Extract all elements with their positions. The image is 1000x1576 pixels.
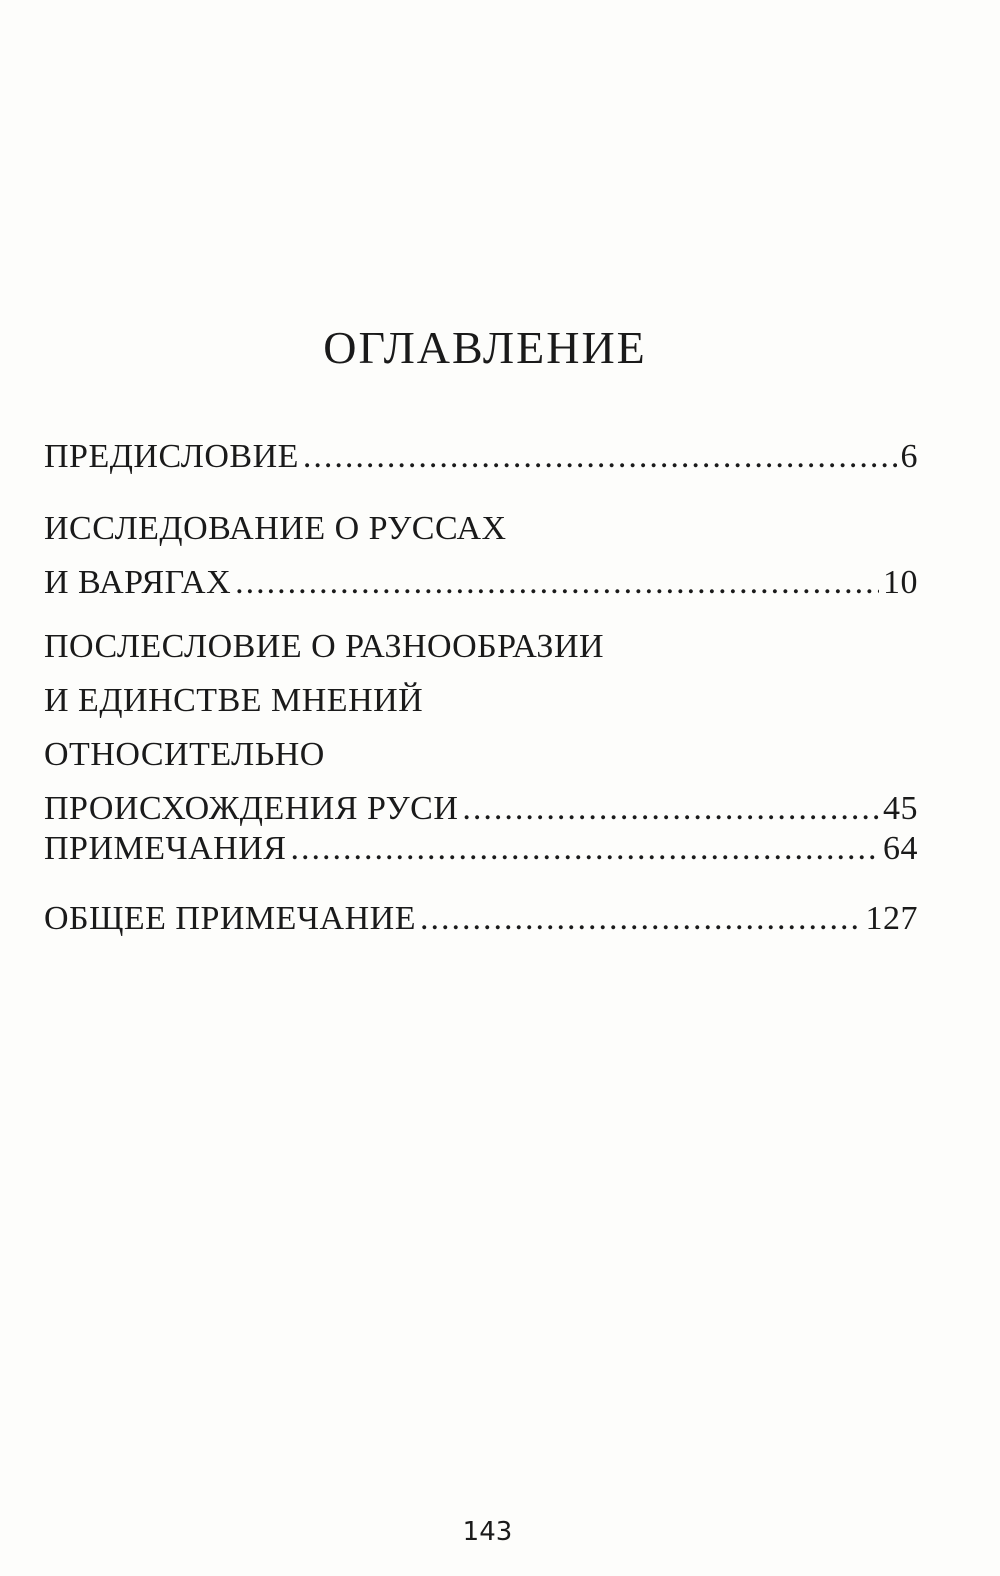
toc-entry-title-line: ПОСЛЕСЛОВИЕ О РАЗНООБРАЗИИ [44,628,605,665]
toc-leader-dots [290,822,879,876]
toc-entry-page: 64 [883,830,918,867]
toc-entry-page: 127 [865,900,918,937]
toc-entry-preface [44,430,918,484]
toc-entry-page: 45 [883,790,918,827]
toc-entry-title-line: И ЕДИНСТВЕ МНЕНИЙ [44,682,424,719]
page-number: 143 [462,1517,513,1547]
toc-entry-title: ПРЕДИСЛОВИЕ [44,438,299,475]
toc-entry-page: 10 [883,564,918,601]
toc-leader-dots [303,430,897,484]
toc-entry-title: ПРИМЕЧАНИЯ [44,830,287,867]
toc-entry-title: ОБЩЕЕ ПРИМЕЧАНИЕ [44,900,416,937]
toc-entry-afterword [44,620,918,836]
toc-entry-title-line: ПРОИСХОЖДЕНИЯ РУСИ [44,790,459,827]
toc-entry-title-line: ОТНОСИТЕЛЬНО [44,736,325,773]
toc-title: ОГЛАВЛЕНИЕ [323,322,647,373]
toc-entry-title-line: ИССЛЕДОВАНИЕ О РУССАХ [44,510,507,547]
toc-leader-dots [420,892,862,946]
toc-entry-page: 6 [900,438,918,475]
toc-entry-general-note [44,892,918,946]
toc-entry-title-line: И ВАРЯГАХ [44,564,232,601]
toc-leader-dots [235,556,879,610]
toc-entry-notes [44,822,918,876]
toc-entry-research [44,502,918,610]
